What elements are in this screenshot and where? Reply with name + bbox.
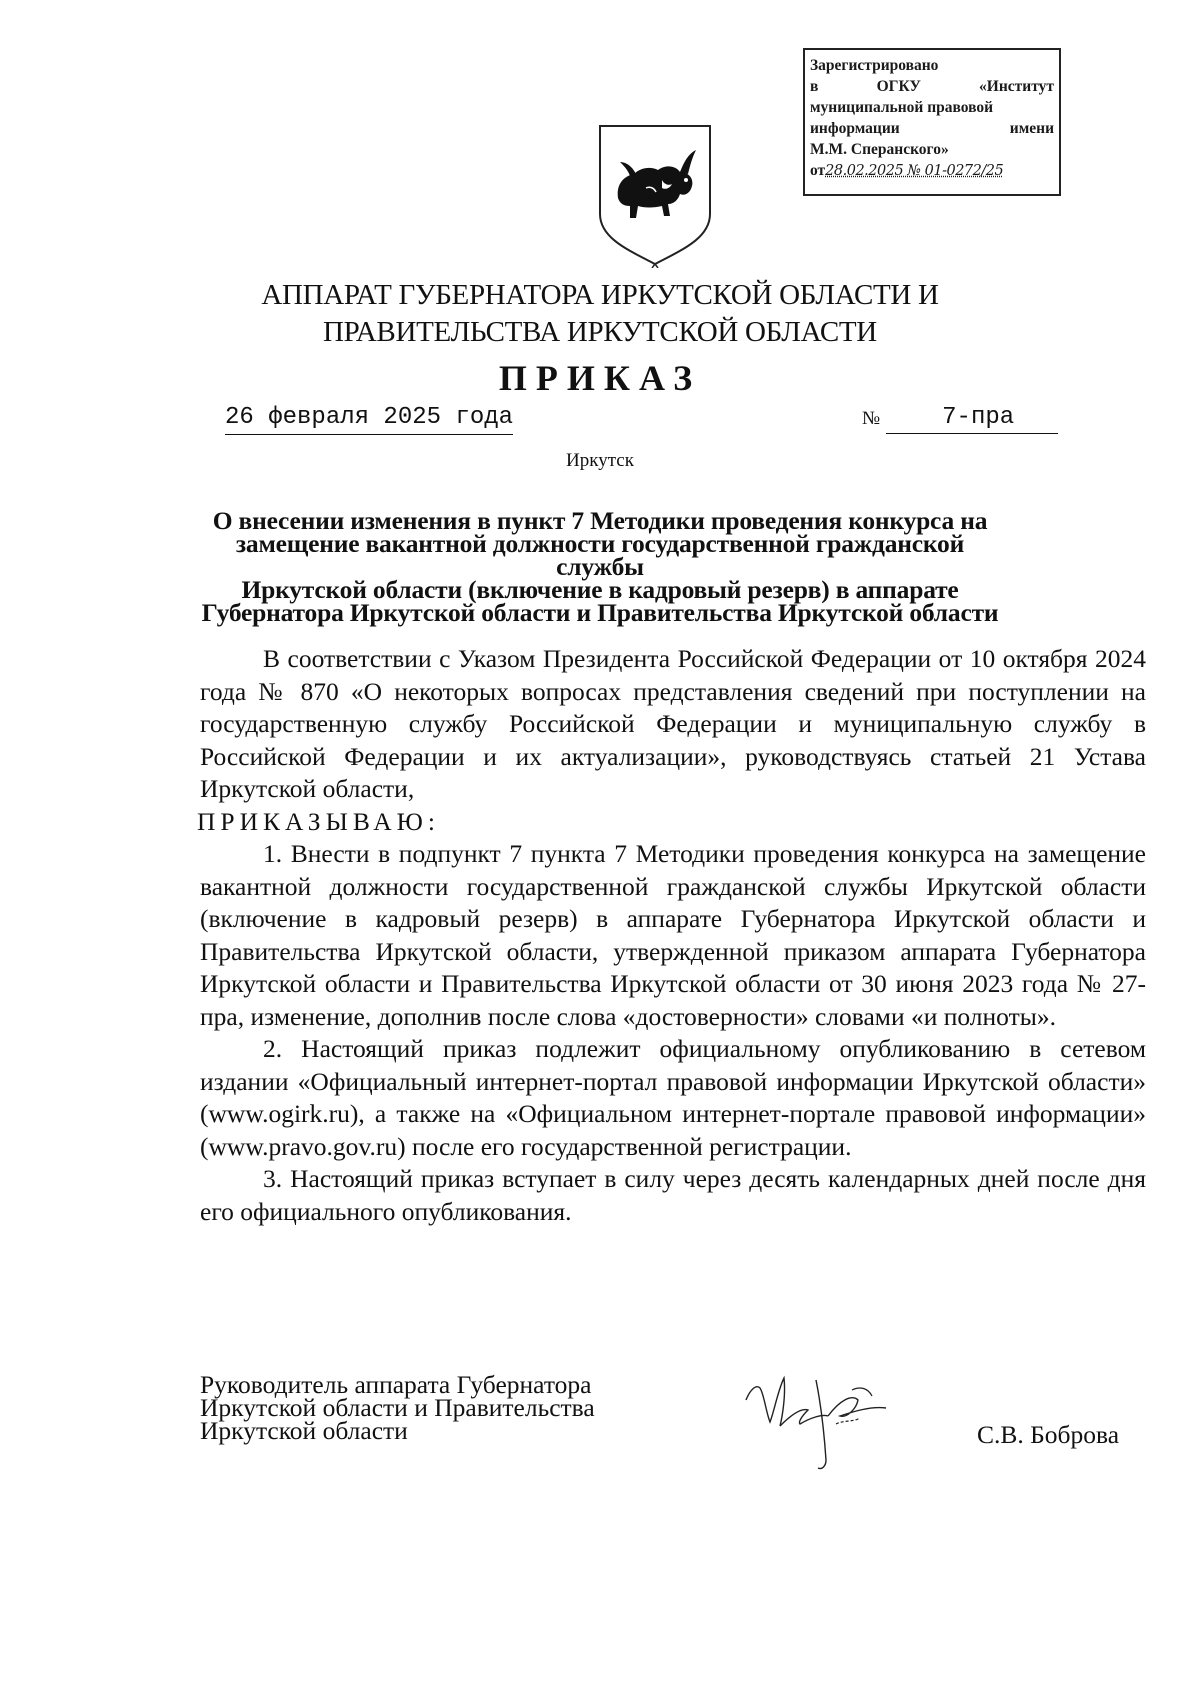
title-line-2: замещение вакантной должности государственной гражданской службы: [235, 529, 965, 581]
stamp-line-4-b: имени: [1009, 120, 1054, 137]
organization-name-line-1: АППАРАТ ГУБЕРНАТОРА ИРКУТСКОЙ ОБЛАСТИ И: [261, 279, 939, 311]
item-3-paragraph: 3. Настоящий приказ вступает в силу через десять календарных дней после дня его официального опубликования.: [200, 1164, 1146, 1226]
stamp-date-prefix: от: [810, 162, 826, 179]
stamp-line-1: Зарегистрировано: [810, 57, 939, 74]
organization-name: [0, 277, 1200, 351]
number-sign: №: [862, 408, 881, 429]
document-title: [200, 506, 1000, 627]
preamble-paragraph: В соответствии с Указом Президента Российской Федерации от 10 октября 2024 года № 870 «О некоторых вопросах представления сведений при поступлении на государственную службу Российской Федерации и муниципальную службу в Российской Федерации и их актуализации», руководствуясь статьей 21 Устава Иркутской области,: [200, 644, 1146, 803]
document-city: Иркутск: [566, 450, 634, 471]
stamp-line-2-c: «Институт: [979, 78, 1054, 95]
number-value: 7-пра: [886, 403, 1058, 434]
document-type: ПРИКАЗ: [498, 358, 702, 398]
organization-name-line-2: ПРАВИТЕЛЬСТВА ИРКУТСКОЙ ОБЛАСТИ: [323, 316, 877, 348]
item-2-paragraph: 2. Настоящий приказ подлежит официальному опубликованию в сетевом издании «Официальный интернет-портал правовой информации Иркутской области» (www.ogirk.ru), а также на «Официальном интернет-портале правовой информации» (www.pravo.gov.ru) после его государственной регистрации.: [200, 1034, 1146, 1161]
signatory-position: [200, 1370, 680, 1445]
stamp-line-6: [810, 160, 1054, 182]
coat-of-arms-icon: [596, 122, 714, 268]
order-word: ПРИКАЗЫВАЮ:: [197, 806, 440, 836]
position-line-1: Руководитель аппарата Губернатора: [200, 1370, 592, 1399]
stamp-line-3: муниципальной правовой: [810, 99, 994, 116]
stamp-line-4-a: информации: [810, 120, 900, 137]
title-line-1: О внесении изменения в пункт 7 Методики проведения конкурса на: [212, 506, 988, 535]
registration-stamp: [803, 48, 1061, 196]
signatory-name: С.В. Боброва: [977, 1420, 1120, 1449]
stamp-handwritten-number: 28.02.2025 № 01-0272/25: [825, 163, 1004, 179]
title-line-3: Иркутской области (включение в кадровый резерв) в аппарате: [241, 575, 959, 604]
stamp-line-5: М.М. Сперанского»: [810, 141, 949, 158]
stamp-line-2-a: в: [810, 78, 819, 95]
title-line-4: Губернатора Иркутской области и Правительства Иркутской области: [201, 598, 999, 627]
position-line-2: Иркутской области и Правительства: [200, 1393, 595, 1422]
handwritten-signature: [740, 1360, 910, 1475]
stamp-line-2: [810, 76, 1054, 97]
document-number: [862, 403, 1058, 434]
item-1-paragraph: 1. Внести в подпункт 7 пункта 7 Методики проведения конкурса на замещение вакантной должности государственной гражданской службы Иркутской области (включение в кадровый резерв) в аппарате Губернатора Иркутской области и Правительства Иркутской области, утвержденной приказом аппарата Губернатора Иркутской области и Правительства Иркутской области от 30 июня 2023 года № 27-пра, изменение, дополнив после слова «достоверности» словами «и полноты».: [200, 839, 1146, 1031]
document-date: 26 февраля 2025 года: [225, 403, 513, 435]
position-line-3: Иркутской области: [200, 1416, 408, 1445]
stamp-line-2-b: ОГКУ: [876, 78, 921, 95]
stamp-line-4: [810, 118, 1054, 139]
document-body: [197, 643, 1146, 1228]
